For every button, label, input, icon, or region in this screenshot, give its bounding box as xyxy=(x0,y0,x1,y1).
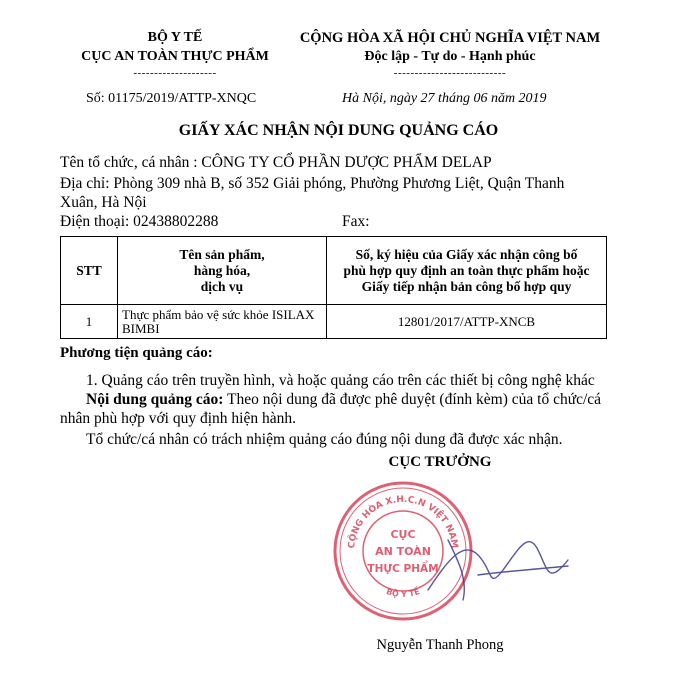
org-phone: Điện thoại: 02438802288 xyxy=(60,213,219,230)
content-line1 xyxy=(86,391,601,409)
header-cert-line3: Giấy tiếp nhận bản công bố hợp quy xyxy=(361,278,572,294)
header-stt: STT xyxy=(61,237,118,305)
org-address-line1: Địa chỉ: Phòng 309 nhà B, số 352 Giải phóng, Phường Phương Liệt, Quận Thanh xyxy=(60,175,565,192)
left-divider: -------------------- xyxy=(133,67,217,79)
row-stt: 1 xyxy=(61,305,118,339)
row-product-line2: BIMBI xyxy=(122,320,160,336)
document-number: Số: 01175/2019/ATTP-XNQC xyxy=(86,91,257,106)
row-product-line1: Thực phẩm bảo vệ sức khỏe ISILAX xyxy=(122,306,315,322)
agency-name: CỤC AN TOÀN THỰC PHẨM xyxy=(81,49,269,64)
header-cert xyxy=(327,237,607,305)
header-product-line2: hàng hóa, xyxy=(193,262,251,278)
motto: Độc lập - Tự do - Hạnh phúc xyxy=(364,49,536,64)
right-divider: --------------------------- xyxy=(393,67,507,79)
header-product-line1: Tên sản phẩm, xyxy=(179,246,265,262)
header-product-line3: dịch vụ xyxy=(200,278,244,294)
org-name: Tên tổ chức, cá nhân : CÔNG TY CỔ PHẦN DƯỢC PHẨM DELAP xyxy=(60,154,492,171)
responsibility-note: Tổ chức/cá nhân có trách nhiệm quảng cáo đúng nội dung đã được xác nhận. xyxy=(86,431,563,448)
media-item-1: 1. Quảng cáo trên truyền hình, và hoặc quảng cáo trên các thiết bị công nghệ khác xyxy=(86,372,595,389)
seal-center-line1: CỤC xyxy=(390,528,416,541)
issue-date: Hà Nội, ngày 27 tháng 06 năm 2019 xyxy=(342,91,547,106)
header-cert-line2: phù hợp quy định an toàn thực phẩm hoặc xyxy=(343,262,590,278)
seal-center-line2: AN TOÀN xyxy=(375,545,431,558)
handwritten-signature-icon xyxy=(418,520,608,610)
header-product xyxy=(118,237,327,305)
media-heading: Phương tiện quảng cáo: xyxy=(60,345,213,361)
table-header-row xyxy=(61,237,607,305)
row-product xyxy=(118,305,327,339)
ministry-name: BỘ Y TẾ xyxy=(147,30,203,45)
seal-bottom-text: BỘ Y TẾ xyxy=(385,587,421,600)
header-cert-line1: Số, ký hiệu của Giấy xác nhận công bố xyxy=(355,246,578,262)
org-address-line2: Xuân, Hà Nội xyxy=(60,194,147,211)
product-table xyxy=(60,236,607,339)
table-row xyxy=(61,305,607,339)
seal-center-line3: THỰC PHẨM xyxy=(367,563,439,575)
signer-title: CỤC TRƯỞNG xyxy=(388,454,492,470)
seal-ring-text: CỘNG HÒA X.H.C.N VIỆT NAM xyxy=(346,494,460,549)
document-title: GIẤY XÁC NHẬN NỘI DUNG QUẢNG CÁO xyxy=(178,122,499,139)
signer-name: Nguyễn Thanh Phong xyxy=(376,637,504,653)
content-label: Nội dung quảng cáo: xyxy=(86,391,224,408)
row-cert: 12801/2017/ATTP-XNCB xyxy=(327,305,607,339)
country-name: CỘNG HÒA XÃ HỘI CHỦ NGHĨA VIỆT NAM xyxy=(299,30,601,46)
content-line2: nhân phù hợp với quy định hiện hành. xyxy=(60,410,296,427)
content-text-1: Theo nội dung đã được phê duyệt (đính kèm) của tổ chức/cá xyxy=(223,391,602,408)
org-fax: Fax: xyxy=(342,213,370,230)
